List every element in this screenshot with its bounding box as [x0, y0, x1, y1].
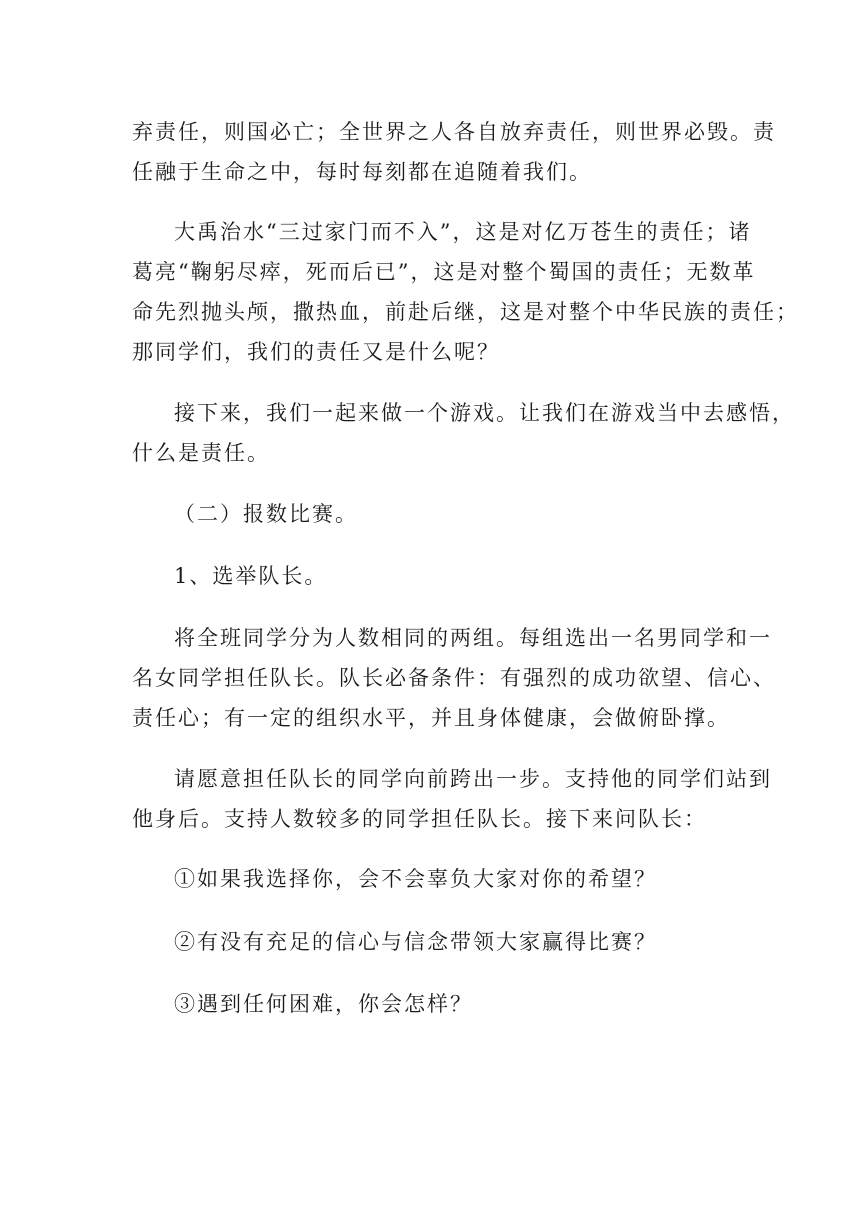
- text-line: 任融于生命之中，每时每刻都在追随着我们。: [132, 160, 592, 184]
- subsection-heading-elect-captain: [132, 556, 732, 596]
- text-line: ①如果我选择你，会不会辜负大家对你的希望？: [174, 867, 657, 891]
- text-line: ②有没有充足的信心与信念带领大家赢得比赛？: [174, 930, 657, 954]
- paragraph-game-intro: [132, 393, 795, 473]
- text-line: 他身后。支持人数较多的同学担任队长。接下来问队长：: [132, 807, 707, 831]
- text-line: 命先烈抛头颅，撒热血，前赴后继，这是对整个中华民族的责任；: [132, 300, 799, 324]
- paragraph-historical-examples: [132, 212, 799, 372]
- paragraph-captain-requirements: [132, 618, 776, 738]
- paragraph-captain-selection: [132, 759, 772, 839]
- paragraph-responsibility-intro: [132, 112, 776, 192]
- question-item-1: [132, 859, 732, 899]
- question-item-2: [132, 922, 732, 962]
- text-line: 葛亮“鞠躬尽瘁，死而后已”，这是对整个蜀国的责任；无数革: [132, 260, 756, 284]
- text-line: 弃责任，则国必亡；全世界之人各自放弃责任，则世界必毁。责: [132, 120, 776, 144]
- text-line: 什么是责任。: [132, 441, 270, 465]
- text-line: 责任心；有一定的组织水平，并且身体健康，会做俯卧撑。: [132, 706, 730, 730]
- question-item-3: [132, 984, 732, 1024]
- text-line: 那同学们，我们的责任又是什么呢？: [132, 340, 500, 364]
- text-line: 接下来，我们一起来做一个游戏。让我们在游戏当中去感悟，: [174, 401, 795, 425]
- text-line: ③遇到任何困难，你会怎样？: [174, 992, 473, 1016]
- text-line: 请愿意担任队长的同学向前跨出一步。支持他的同学们站到: [174, 767, 772, 791]
- text-line: 大禹治水“三过家门而不入”，这是对亿万苍生的责任；诸: [174, 220, 752, 244]
- text-line: 将全班同学分为人数相同的两组。每组选出一名男同学和一: [174, 626, 772, 650]
- text-line: 名女同学担任队长。队长必备条件：有强烈的成功欲望、信心、: [132, 666, 776, 690]
- text-line: 1、选举队长。: [174, 564, 328, 588]
- section-heading-counting-contest: [132, 494, 732, 534]
- text-line: （二）报数比赛。: [174, 502, 358, 526]
